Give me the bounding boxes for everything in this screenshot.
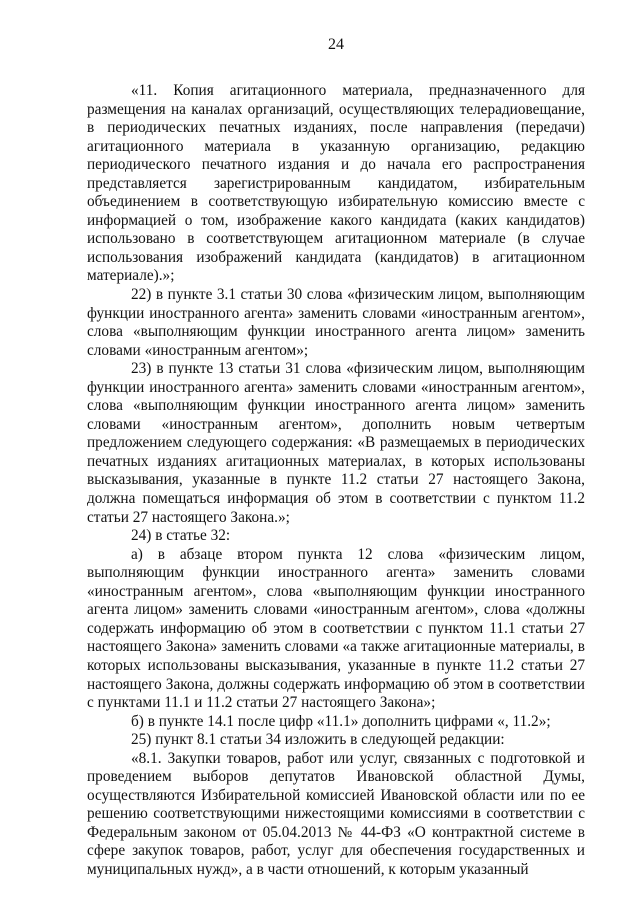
paragraph-24-a: а) в абзаце втором пункта 12 слова «физическим лицом, выполняющим функции иностранного агента» заменить словами «иностранным агентом», слова «выполняющим функции иностранного агента лицом» заменить словами «иностранным агентом», слова «должны содержать информацию об этом в соответствии с пунктом 11.1 статьи 27 настоящего Закона» заменить словами «а также агитационные материалы, в которых использованы высказывания, указанные в пункте 11.2 статьи 27 настоящего Закона, должны содержать информацию об этом в соответствии с пунктами 11.1 и 11.2 статьи 27 настоящего Закона»;: [87, 545, 585, 712]
paragraph-24-b: б) в пункте 14.1 после цифр «11.1» дополнить цифрами «, 11.2»;: [131, 712, 551, 730]
paragraph-22: 22) в пункте 3.1 статьи 30 слова «физическим лицом, выполняющим функции иностранного агента» заменить словами «иностранным агентом», слова «выполняющим функции иностранного агента лицом» заменить словами «иностранным агентом»;: [87, 286, 585, 359]
paragraph-23: 23) в пункте 13 статьи 31 слова «физическим лицом, выполняющим функции иностранного агента» заменить словами «иностранным агентом», слова «выполняющим функции иностранного агента лицом» заменить словами «иностранным агентом», дополнить новым четвертым предложением следующего содержания: «В размещаемых в периодических печатных изданиях агитационных материалах, в которых использованы высказывания, указанные в пункте 11.2 статьи 27 настоящего Закона, должна помещаться информация об этом в соответствии с пунктом 11.2 статьи 27 настоящего Закона.»;: [87, 360, 585, 526]
page-number: 24: [328, 36, 344, 53]
paragraph-25: 25) пункт 8.1 статьи 34 изложить в следующей редакции:: [131, 731, 505, 749]
paragraph-24: 24) в статье 32:: [131, 527, 231, 545]
paragraph-8-1-procurement: «8.1. Закупки товаров, работ или услуг, связанных с подготовкой и проведением выборов депутатов Ивановской областной Думы, осуществляются Избирательной комиссией Ивановской области или по ее решению соответствующими нижестоящими комиссиями в соответствии с Федеральным законом от 05.04.2013 № 44-ФЗ «О контрактной системе в сфере закупок товаров, работ, услуг для обеспечения государственных и муниципальных нужд», а в части отношений, к которым указанный: [87, 749, 585, 878]
paragraph-11-copy-agitation: «11. Копия агитационного материала, предназначенного для размещения на каналах организаций, осуществляющих телерадиовещание, в периодических печатных изданиях, после направления (передачи) агитационного материала в указанную организацию, редакцию периодического печатного издания и до начала его распространения представляется зарегистрированным кандидатом, избирательным объединением в соответствующую избирательную комиссию вместе с информацией о том, изображение какого кандидата (каких кандидатов) использовано в соответствующем агитационном материале (в случае использования изображений кандидата (кандидатов) в агитационном материале).»;: [87, 82, 585, 285]
